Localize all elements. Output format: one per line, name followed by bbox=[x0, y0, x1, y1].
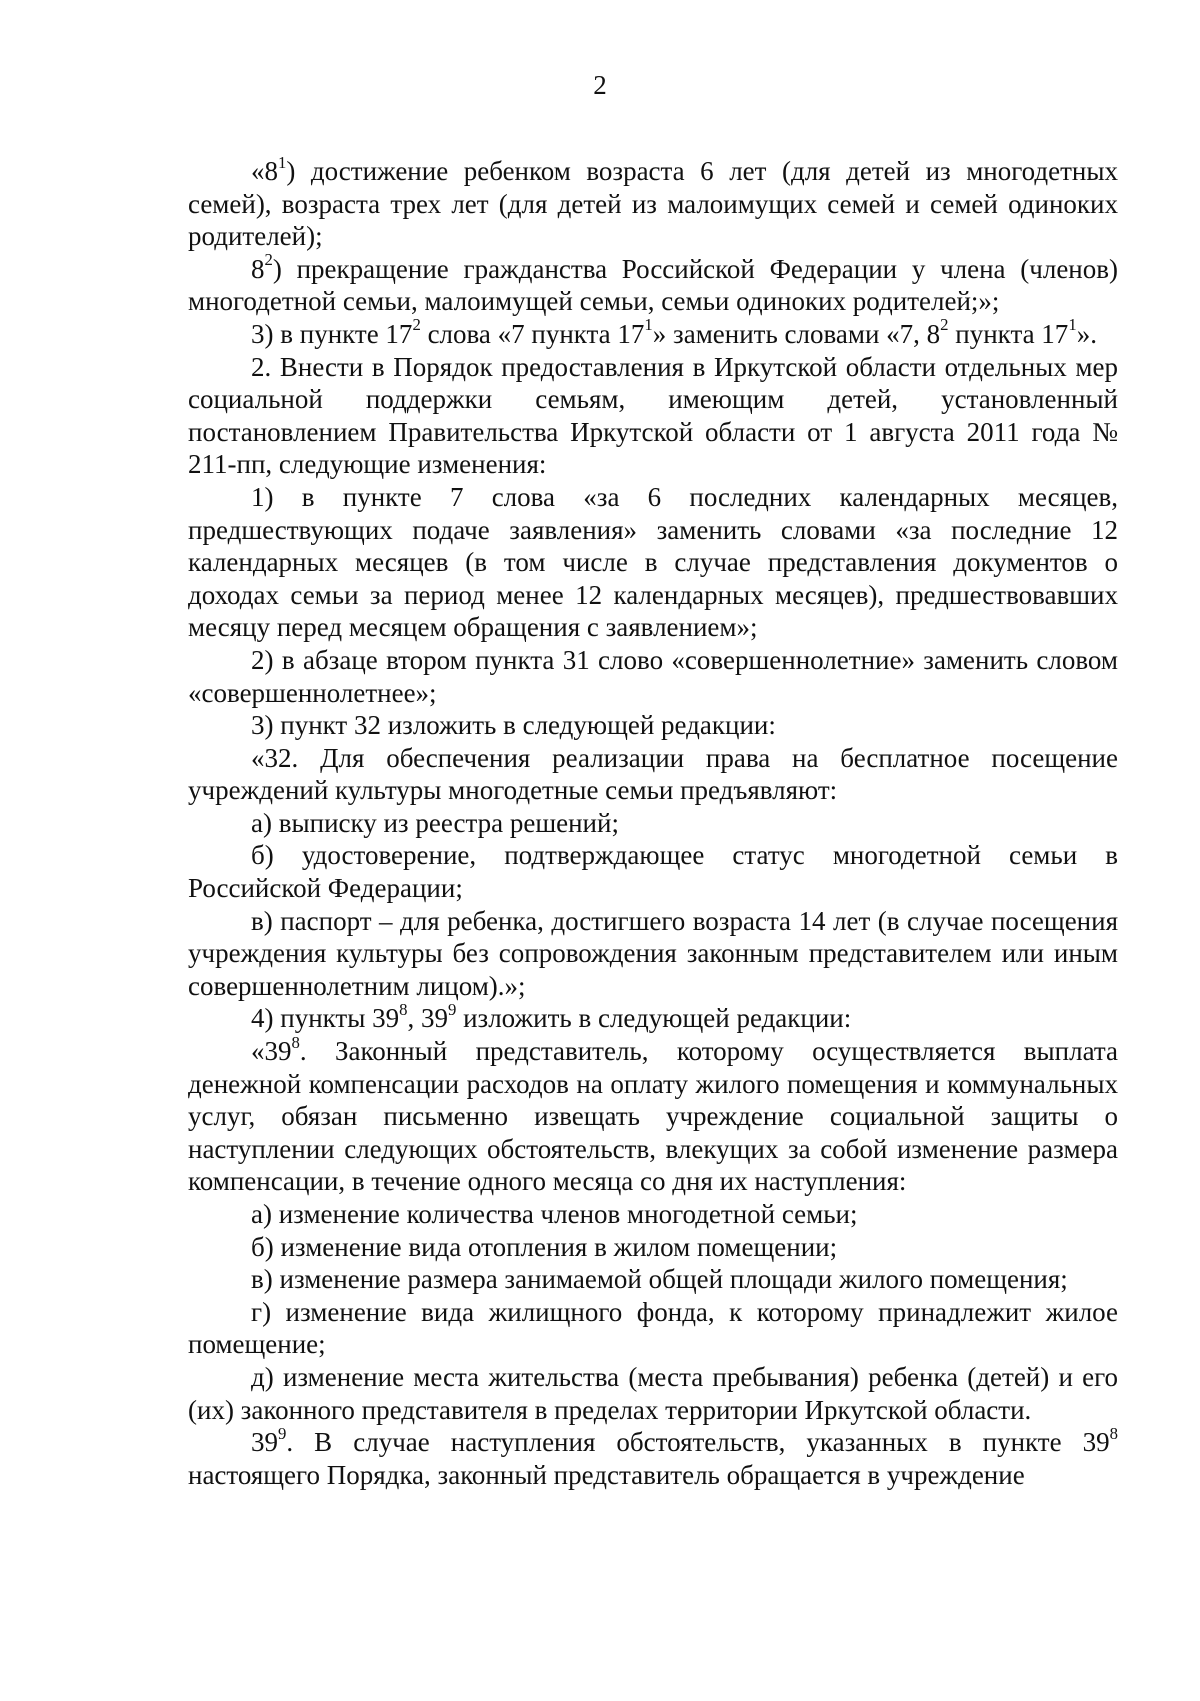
paragraph bbox=[188, 315, 1118, 351]
superscript: 2 bbox=[412, 315, 421, 335]
text-run: слова «7 пункта 17 bbox=[420, 318, 645, 349]
text-run: ». bbox=[1076, 318, 1097, 349]
text-run: 3) в пункте 17 bbox=[251, 318, 413, 349]
text-run: в) паспорт – для ребенка, достигшего возраста 14 лет (в случае посещения учреждения культуры без сопровождения законным представителем или иным совершеннолетним лицом).»; bbox=[188, 905, 1118, 1001]
superscript: 2 bbox=[940, 315, 949, 335]
text-run: «39 bbox=[251, 1036, 292, 1067]
paragraph bbox=[188, 351, 1118, 481]
text-run: «8 bbox=[251, 156, 278, 186]
superscript: 9 bbox=[447, 999, 457, 1019]
text-run: д) изменение места жительства (места пребывания) ребенка (детей) и его (их) законного представителя в пределах территории Иркутской области. bbox=[188, 1361, 1118, 1425]
paragraph bbox=[188, 999, 1118, 1035]
paragraph bbox=[188, 1231, 1118, 1264]
text-run: б) изменение вида отопления в жилом помещении; bbox=[251, 1231, 838, 1262]
text-run: . В случае наступления обстоятельств, указанных в пункте 39 bbox=[286, 1427, 1110, 1458]
text-run: 1) в пункте 7 слова «за 6 последних календарных месяцев, предшествующих подаче заявления» заменить словами «за последние 12 календарных месяцев (в том числе в случае представления документов о доходах семьи за период менее 12 календарных месяцев), предшествовавших месяцу перед месяцем обращения с заявлением»; bbox=[188, 481, 1118, 643]
text-run: а) выписку из реестра решений; bbox=[251, 807, 619, 838]
paragraph bbox=[188, 905, 1118, 1003]
paragraph bbox=[188, 1423, 1118, 1491]
text-run: изложить в следующей редакции: bbox=[456, 1003, 852, 1034]
superscript: 2 bbox=[264, 250, 273, 270]
text-run: настоящего Порядка, законный представитель обращается в учреждение bbox=[188, 1459, 1025, 1490]
text-run: . Законный представитель, которому осуществляется выплата денежной компенсации расходов на оплату жилого помещения и коммунальных услуг, обязан письменно извещать учреждение социальной защиты о наступлении следующих обстоятельств, влекущих за собой изменение размера компенсации, в течение одного месяца со дня их наступления: bbox=[188, 1036, 1118, 1197]
paragraph bbox=[188, 152, 1118, 253]
text-run: ) достижение ребенком возраста 6 лет (для детей из многодетных семей), возраста трех лет (для детей из малоимущих семей и семей одиноких родителей); bbox=[188, 156, 1118, 252]
text-run: б) удостоверение, подтверждающее статус многодетной семьи в Российской Федерации; bbox=[188, 840, 1118, 904]
paragraph bbox=[188, 807, 1118, 840]
superscript: 1 bbox=[1068, 315, 1077, 335]
paragraph bbox=[188, 1361, 1118, 1426]
text-run: а) изменение количества членов многодетной семьи; bbox=[251, 1199, 858, 1229]
superscript: 8 bbox=[399, 999, 408, 1019]
text-run: » заменить словами «7, 8 bbox=[652, 318, 941, 349]
superscript: 1 bbox=[278, 152, 287, 172]
text-run: 8 bbox=[251, 253, 265, 284]
text-run: в) изменение размера занимаемой общей площади жилого помещения; bbox=[251, 1264, 1068, 1295]
text-run: пункта 17 bbox=[948, 318, 1069, 349]
text-run: 2) в абзаце втором пункта 31 слово «совершеннолетние» заменить словом «совершеннолетнее»; bbox=[188, 644, 1118, 708]
superscript: 8 bbox=[1109, 1423, 1118, 1443]
text-run: «32. Для обеспечения реализации права на бесплатное посещение учреждений культуры многодетные семьи предъявляют: bbox=[188, 742, 1118, 806]
superscript: 8 bbox=[291, 1032, 300, 1052]
text-run: 3) пункт 32 изложить в следующей редакции: bbox=[251, 710, 776, 741]
document-body bbox=[188, 152, 1118, 1491]
paragraph bbox=[188, 709, 1118, 742]
paragraph bbox=[188, 1296, 1118, 1361]
superscript: 1 bbox=[644, 315, 653, 335]
paragraph bbox=[188, 1198, 1118, 1231]
text-run: ) прекращение гражданства Российской Федерации у члена (членов) многодетной семьи, малоимущей семьи, семьи одиноких родителей;»; bbox=[188, 253, 1118, 317]
paragraph bbox=[188, 1263, 1118, 1296]
superscript: 9 bbox=[278, 1423, 287, 1443]
paragraph bbox=[188, 250, 1118, 318]
text-run: , 39 bbox=[407, 1003, 448, 1034]
paragraph bbox=[188, 742, 1118, 807]
paragraph bbox=[188, 1032, 1118, 1198]
page-number: 2 bbox=[593, 70, 607, 100]
paragraph bbox=[188, 481, 1118, 644]
text-run: 39 bbox=[251, 1427, 278, 1458]
paragraph bbox=[188, 644, 1118, 709]
text-run: 2. Внести в Порядок предоставления в Иркутской области отдельных мер социальной поддержки семьям, имеющим детей, установленный постановлением Правительства Иркутской области от 1 августа 2011 года № 211-пп, следующие изменения: bbox=[188, 351, 1118, 480]
paragraph bbox=[188, 839, 1118, 904]
text-run: г) изменение вида жилищного фонда, к которому принадлежит жилое помещение; bbox=[188, 1296, 1118, 1360]
text-run: 4) пункты 39 bbox=[251, 1003, 400, 1034]
